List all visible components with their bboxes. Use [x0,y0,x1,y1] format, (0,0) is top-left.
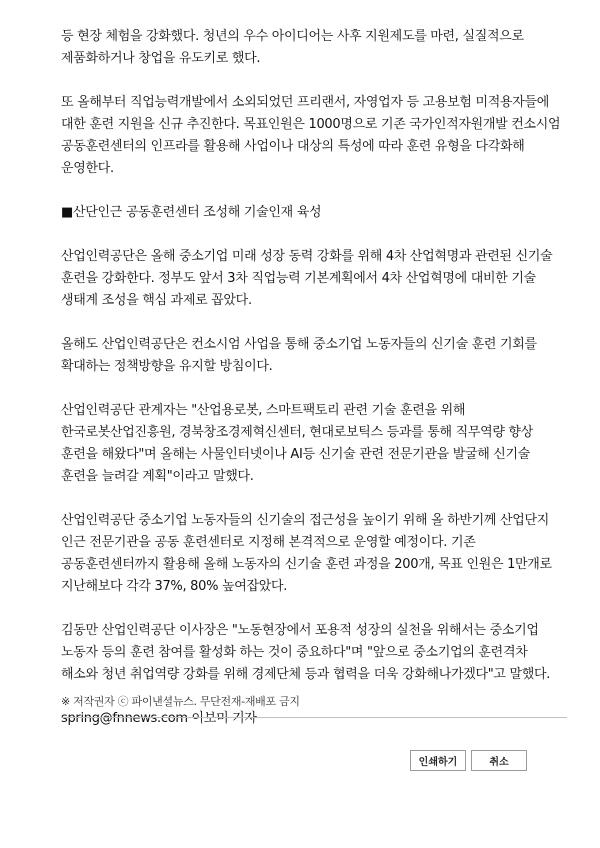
article-body [61,26,561,747]
print-button[interactable]: 인쇄하기 [410,750,466,771]
article-paragraph: 등 현장 체험을 강화했다. 청년의 우수 아이디어는 사후 지원제도를 마련, 실질적으로 제품화하거나 창업을 유도키로 했다. [61,29,524,66]
cancel-button[interactable]: 취소 [471,750,527,771]
article-paragraph: 산업인력공단 관계자는 "산업용로봇, 스마트팩토리 관련 기술 훈련을 위해 한국로봇산업진흥원, 경북창조경제혁신센터, 현대로보틱스 등과를 통해 직무역량 향상 훈련을 해왔다"며 올해는 사물인터넷이나 AI등 신기술 관련 전문기관을 발굴해 신기술 훈련을 늘려갈 계획"이라고 말했다. [61,403,533,484]
copyright-notice: ※ 저작권자 ⓒ 파이낸셜뉴스. 무단전재-재배포 금지 [61,695,300,708]
article-paragraph: 산업인력공단 중소기업 노동자들의 신기술의 접근성을 높이기 위해 올 하반기께 산업단지 인근 전문기관을 공동 훈련센터로 지정해 본격적으로 운영할 예정이다. 기존 공동훈련센터까지 활용해 올해 노동자의 신기술 훈련 과정을 200개, 목표 인원은 1만개로 지난해보다 각각 37%, 80% 높여잡았다. [61,513,552,594]
article-paragraph: 산업인력공단은 올해 중소기업 미래 성장 동력 강화를 위해 4차 산업혁명과 관련된 신기술 훈련을 강화한다. 정부도 앞서 3차 직업능력 기본계획에서 4차 산업혁명에 대비한 기술 생태계 조성을 핵심 과제로 꼽았다. [61,249,553,308]
article-paragraph: 또 올해부터 직업능력개발에서 소외되었던 프리랜서, 자영업자 등 고용보험 미적용자들에 대한 훈련 지원을 신규 추진한다. 목표인원은 1000명으로 기존 국가인적자원개발 컨소시엄 공동훈련센터의 인프라를 활용해 사업이나 대상의 특성에 따라 훈련 유형을 다각화해 운영한다. [61,95,561,176]
section-heading: ■산단인근 공동훈련센터 조성해 기술인재 육성 [61,205,322,220]
article-paragraph: 올해도 산업인력공단은 컨소시엄 사업을 통해 중소기업 노동자들의 신기술 훈련 기회를 확대하는 정책방향을 유지할 방침이다. [61,337,537,374]
article-paragraph: 김동만 산업인력공단 이사장은 "노동현장에서 포용적 성장의 실천을 위해서는 중소기업 노동자 등의 훈련 참여를 활성화 하는 것이 중요하다"며 "앞으로 중소기업의 훈련격차 해소와 청년 취업역량 강화를 위해 경제단체 등과 협력을 더욱 강화해나가겠다"고 말했다. [61,623,551,682]
byline: spring@fnnews.com 이보미 기자 [61,711,257,726]
divider [61,717,567,718]
